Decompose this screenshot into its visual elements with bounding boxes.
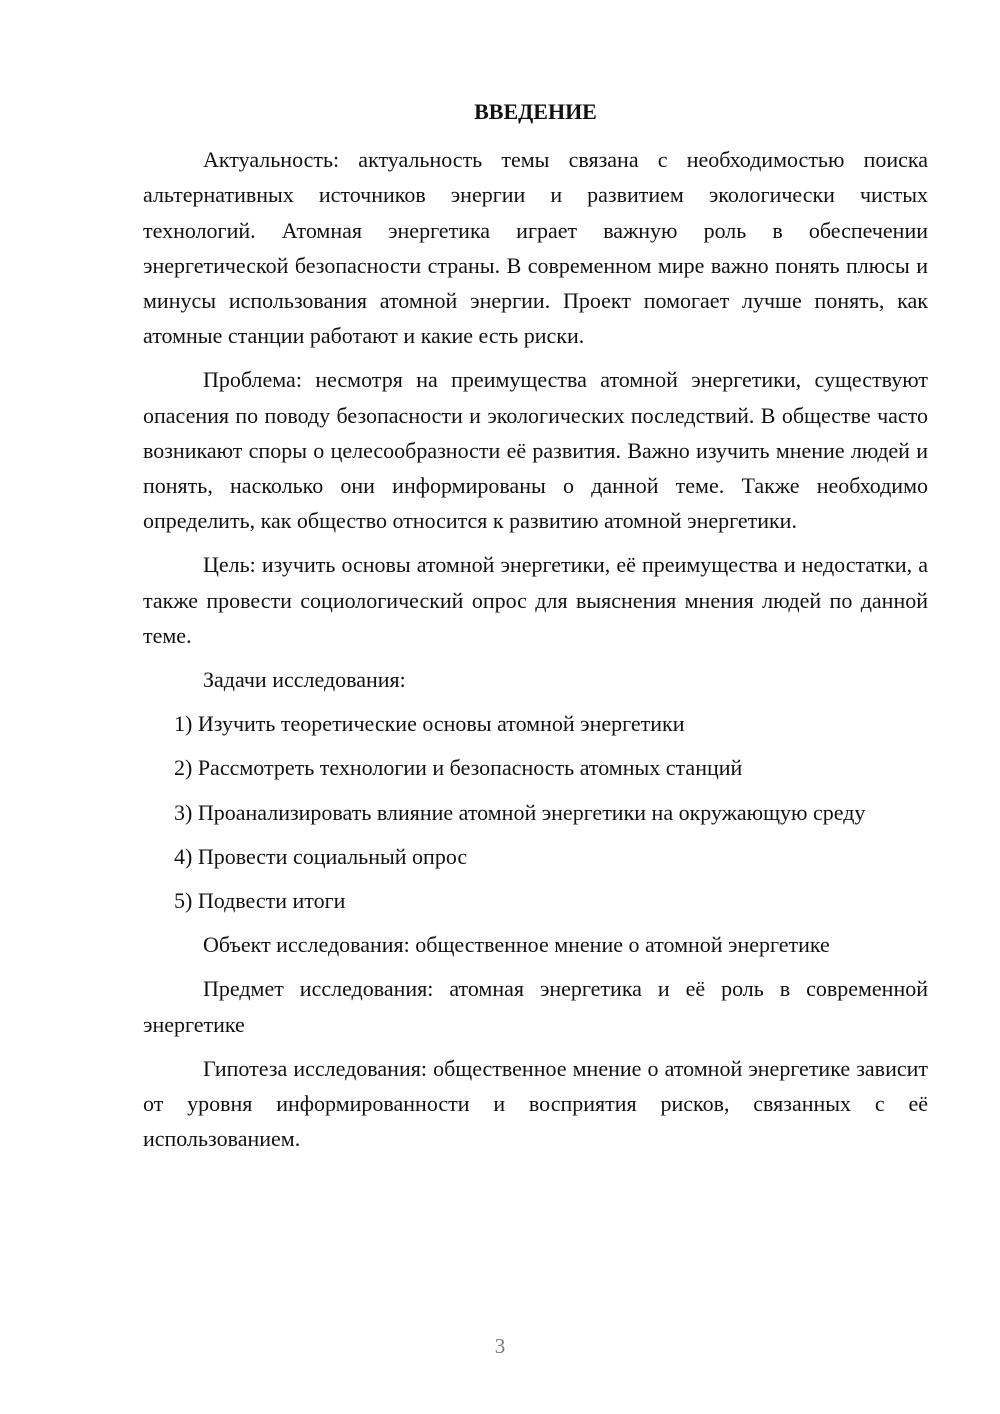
- task-item-3: 3) Проанализировать влияние атомной энергетики на окружающую среду: [174, 799, 866, 825]
- problem-paragraph: Проблема: несмотря на преимущества атомной энергетики, существуют опасения по поводу безопасности и экологических последствий. В обществе часто возникают споры о целесообразности её развития. Важно изучить мнение людей и понять, насколько они информированы о данной теме. Также необходимо определить, как общество относится к развитию атомной энергетики.: [143, 367, 928, 534]
- object-paragraph: Объект исследования: общественное мнение о атомной энергетике: [203, 932, 830, 958]
- task-item-5: 5) Подвести итоги: [174, 888, 346, 914]
- task-item-1: 1) Изучить теоретические основы атомной энергетики: [174, 711, 685, 737]
- page-title: ВВЕДЕНИЕ: [474, 99, 597, 124]
- hypothesis-paragraph: Гипотеза исследования: общественное мнение о атомной энергетике зависит от уровня информированности и восприятия рисков, связанных с её использованием.: [143, 1055, 928, 1152]
- tasks-heading: Задачи исследования:: [203, 667, 406, 693]
- task-item-4: 4) Провести социальный опрос: [174, 843, 468, 869]
- page-number: 3: [494, 1334, 506, 1358]
- task-item-2: 2) Рассмотреть технологии и безопасность атомных станций: [174, 755, 743, 781]
- relevance-paragraph: Актуальность: актуальность темы связана с необходимостью поиска альтернативных источников энергии и развитием экологически чистых технологий. Атомная энергетика играет важную роль в обеспечении энергетической безопасности страны. В современном мире важно понять плюсы и минусы использования атомной энергии. Проект помогает лучше понять, как атомные станции работают и какие есть риски.: [143, 147, 928, 349]
- subject-paragraph: Предмет исследования: атомная энергетика и её роль в современной энергетике: [143, 976, 928, 1037]
- page-content: [143, 94, 928, 1165]
- goal-paragraph: Цель: изучить основы атомной энергетики, её преимущества и недостатки, а также провести социологический опрос для выяснения мнения людей по данной теме.: [143, 552, 928, 648]
